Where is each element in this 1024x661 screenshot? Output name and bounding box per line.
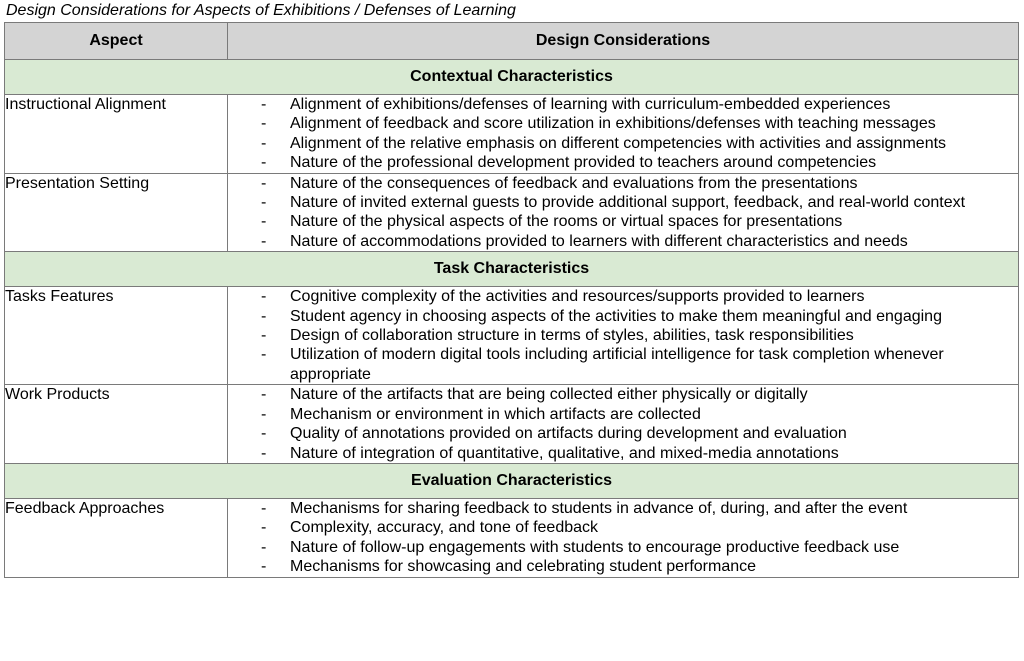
list-item-text: Mechanism or environment in which artifacts are collected (290, 405, 701, 423)
considerations-list (228, 95, 1018, 173)
list-item (228, 153, 1018, 172)
list-item-text: Nature of the artifacts that are being collected either physically or digitally (290, 386, 808, 404)
list-item (228, 287, 1018, 306)
dash-bullet: - (261, 499, 267, 517)
dash-bullet: - (261, 232, 267, 250)
table-row (5, 385, 1019, 464)
section-title: Contextual Characteristics (5, 60, 1019, 95)
considerations-cell (228, 173, 1019, 252)
list-item-text: Alignment of exhibitions/defenses of learning with curriculum-embedded experiences (290, 96, 891, 113)
considerations-list (228, 499, 1018, 577)
dash-bullet: - (261, 538, 267, 556)
considerations-cell (228, 385, 1019, 464)
design-considerations-table (4, 22, 1019, 578)
list-item-text: Alignment of the relative emphasis on different competencies with activities and assignments (290, 134, 947, 152)
section-row (5, 463, 1019, 498)
list-item-text: Alignment of feedback and score utilization in exhibitions/defenses with teaching messages (290, 115, 936, 133)
header-row (5, 23, 1019, 60)
list-item (228, 307, 1018, 326)
list-item-text: Student agency in choosing aspects of the activities to make them meaningful and engaging (290, 307, 942, 325)
dash-bullet: - (261, 386, 267, 404)
aspect-cell: Work Products (5, 385, 228, 464)
list-item (228, 444, 1018, 463)
list-item (228, 114, 1018, 133)
dash-bullet: - (261, 425, 267, 443)
aspect-cell: Instructional Alignment (5, 95, 228, 174)
list-item (228, 499, 1018, 518)
table-row (5, 498, 1019, 577)
aspect-cell: Tasks Features (5, 287, 228, 385)
list-item (228, 518, 1018, 537)
dash-bullet: - (261, 558, 267, 576)
dash-bullet: - (261, 288, 267, 306)
dash-bullet: - (261, 307, 267, 325)
aspect-cell: Presentation Setting (5, 173, 228, 252)
list-item-text: Quality of annotations provided on artifacts during development and evaluation (290, 425, 847, 443)
section-title: Task Characteristics (5, 252, 1019, 287)
considerations-list (228, 385, 1018, 463)
list-item (228, 174, 1018, 193)
list-item (228, 193, 1018, 212)
dash-bullet: - (261, 444, 267, 462)
list-item-text: Complexity, accuracy, and tone of feedback (290, 519, 599, 537)
list-item (228, 557, 1018, 576)
list-item-text: Utilization of modern digital tools including artificial intelligence for task completion whenever appropriate (290, 346, 944, 383)
list-item-text: Mechanisms for sharing feedback to students in advance of, during, and after the event (290, 499, 908, 517)
list-item (228, 134, 1018, 153)
considerations-cell (228, 95, 1019, 174)
table-caption: Design Considerations for Aspects of Exhibitions / Defenses of Learning (6, 2, 516, 19)
dash-bullet: - (261, 134, 267, 152)
list-item (228, 345, 1018, 384)
list-item (228, 212, 1018, 231)
aspect-cell: Feedback Approaches (5, 498, 228, 577)
dash-bullet: - (261, 115, 267, 133)
dash-bullet: - (261, 96, 267, 113)
dash-bullet: - (261, 154, 267, 172)
dash-bullet: - (261, 174, 267, 192)
list-item (228, 232, 1018, 251)
dash-bullet: - (261, 213, 267, 231)
list-item-text: Nature of accommodations provided to learners with different characteristics and needs (290, 232, 908, 250)
dash-bullet: - (261, 405, 267, 423)
list-item-text: Nature of invited external guests to provide additional support, feedback, and real-world context (290, 194, 966, 212)
list-item-text: Design of collaboration structure in terms of styles, abilities, task responsibilities (290, 327, 854, 345)
list-item-text: Nature of the consequences of feedback and evaluations from the presentations (290, 174, 858, 192)
section-row (5, 60, 1019, 95)
list-item-text: Nature of the physical aspects of the rooms or virtual spaces for presentations (290, 213, 843, 231)
considerations-list (228, 287, 1018, 384)
section-title: Evaluation Characteristics (5, 463, 1019, 498)
dash-bullet: - (261, 519, 267, 537)
considerations-cell (228, 498, 1019, 577)
dash-bullet: - (261, 346, 267, 364)
table-row (5, 95, 1019, 174)
considerations-cell (228, 287, 1019, 385)
dash-bullet: - (261, 327, 267, 345)
list-item (228, 385, 1018, 404)
header-aspect: Aspect (5, 23, 228, 60)
list-item-text: Cognitive complexity of the activities and resources/supports provided to learners (290, 288, 865, 306)
list-item-text: Mechanisms for showcasing and celebrating student performance (290, 558, 757, 576)
considerations-list (228, 174, 1018, 252)
list-item (228, 95, 1018, 114)
list-item-text: Nature of follow-up engagements with students to encourage productive feedback use (290, 538, 900, 556)
table-row (5, 287, 1019, 385)
header-design-considerations: Design Considerations (228, 23, 1019, 60)
list-item (228, 405, 1018, 424)
list-item-text: Nature of integration of quantitative, qualitative, and mixed-media annotations (290, 444, 839, 462)
list-item (228, 326, 1018, 345)
section-row (5, 252, 1019, 287)
dash-bullet: - (261, 194, 267, 212)
table-row (5, 173, 1019, 252)
list-item-text: Nature of the professional development provided to teachers around competencies (290, 154, 877, 172)
list-item (228, 538, 1018, 557)
list-item (228, 424, 1018, 443)
